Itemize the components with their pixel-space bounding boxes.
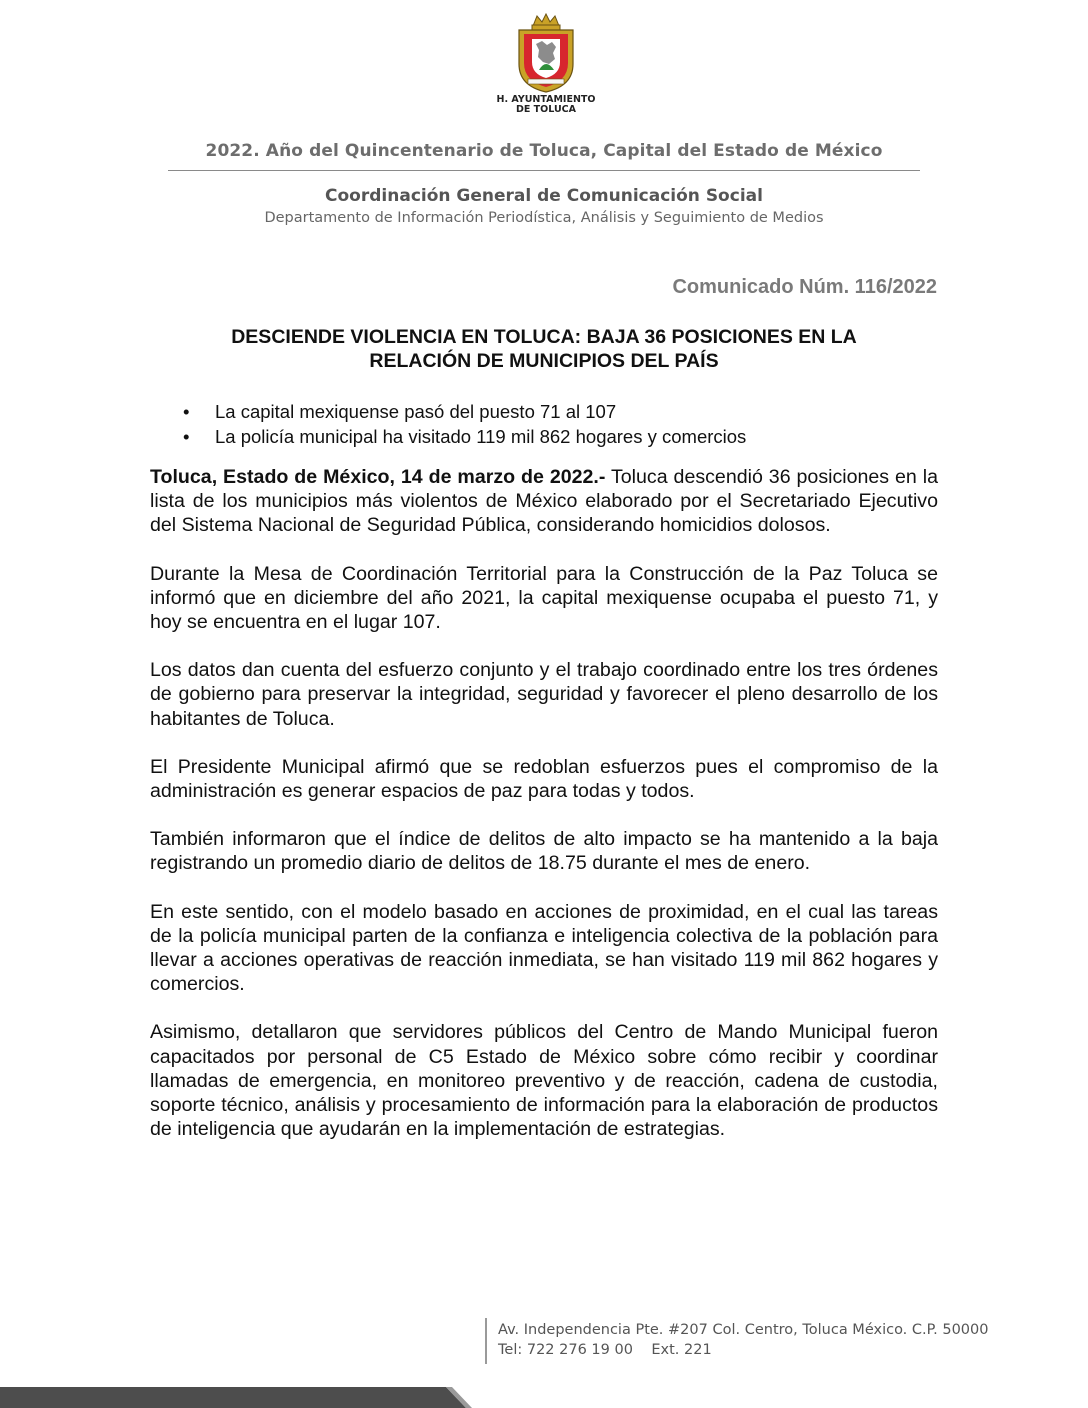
header-divider [168, 170, 920, 171]
department-subtitle: Departamento de Información Periodística, Análisis y Seguimiento de Medios [264, 210, 824, 226]
footer-divider [485, 1318, 487, 1364]
bullet-dot-icon: • [183, 401, 190, 422]
release-number: Comunicado Núm. 116/2022 [672, 276, 937, 298]
year-motto: 2022. Año del Quincentenario de Toluca, Capital del Estado de México [205, 141, 883, 161]
paragraph: En este sentido, con el modelo basado en acciones de proximidad, en el cual las tareas de la policía municipal parten de la confianza e inteligencia colectiva de la población para llevar a acciones operativas de reacción inmediata, se han visitado 119 mil 862 hogares y comercios. [150, 900, 938, 996]
headline [150, 325, 938, 373]
paragraph: Asimismo, detallaron que servidores públicos del Centro de Mando Municipal fueron capacitados por personal de C5 Estado de México sobre cómo recibir y coordinar llamadas de emergencia, en monitoreo preventivo y de reacción, cadena de custodia, soporte técnico, análisis y procesamiento de información para la elaboración de productos de inteligencia que ayudarán en la implementación de estrategias. [150, 1021, 938, 1141]
footer-phone: Tel: 722 276 19 00 Ext. 221 [498, 1342, 712, 1358]
paragraph-text: Toluca descendió 36 posiciones en la lista de los municipios más violentos de México elaborado por el Secretariado Ejecutivo del Sistema Nacional de Seguridad Pública, considerando homicidios dolosos. [150, 466, 939, 537]
footer-contact [498, 1320, 988, 1360]
headline-line1: DESCIENDE VIOLENCIA EN TOLUCA: BAJA 36 POSICIONES EN LA [231, 326, 857, 348]
logo-caption [490, 95, 602, 115]
footer-band [0, 1387, 1088, 1408]
logo-caption-line2: DE TOLUCA [516, 104, 576, 115]
bullet-text: La policía municipal ha visitado 119 mil 862 hogares y comercios [215, 426, 747, 447]
dateline: Toluca, Estado de México, 14 de marzo de 2022.- [150, 466, 606, 488]
bullet-text: La capital mexiquense pasó del puesto 71 al 107 [215, 401, 617, 422]
footer-address: Av. Independencia Pte. #207 Col. Centro, Toluca México. C.P. 50000 [498, 1322, 989, 1338]
coordination-title: Coordinación General de Comunicación Social [325, 186, 763, 206]
coat-of-arms-icon [511, 12, 581, 94]
paragraph: El Presidente Municipal afirmó que se redoblan esfuerzos pues el compromiso de la administración es generar espacios de paz para todas y todos. [150, 755, 938, 803]
headline-line2: RELACIÓN DE MUNICIPIOS DEL PAÍS [369, 350, 719, 372]
paragraph: Durante la Mesa de Coordinación Territorial para la Construcción de la Paz Toluca se informó que en diciembre del año 2021, la capital mexiquense ocupaba el puesto 71, y hoy se encuentra en el lugar 107. [150, 562, 938, 634]
paragraph: También informaron que el índice de delitos de alto impacto se ha mantenido a la baja registrando un promedio diario de delitos de 18.75 durante el mes de enero. [150, 828, 938, 875]
paragraph: Los datos dan cuenta del esfuerzo conjunto y el trabajo coordinado entre los tres órdenes de gobierno para preservar la integridad, seguridad y favorecer el pleno desarrollo de los habitantes de Toluca. [150, 659, 938, 730]
list-item [150, 424, 910, 449]
highlights-list [150, 399, 910, 449]
toluca-coat-of-arms-logo [490, 12, 602, 122]
list-item [150, 399, 910, 424]
bullet-dot-icon: • [183, 426, 190, 447]
article-body [150, 465, 938, 1165]
paragraph [150, 465, 938, 538]
logo-caption-line1: H. AYUNTAMIENTO [496, 94, 596, 105]
